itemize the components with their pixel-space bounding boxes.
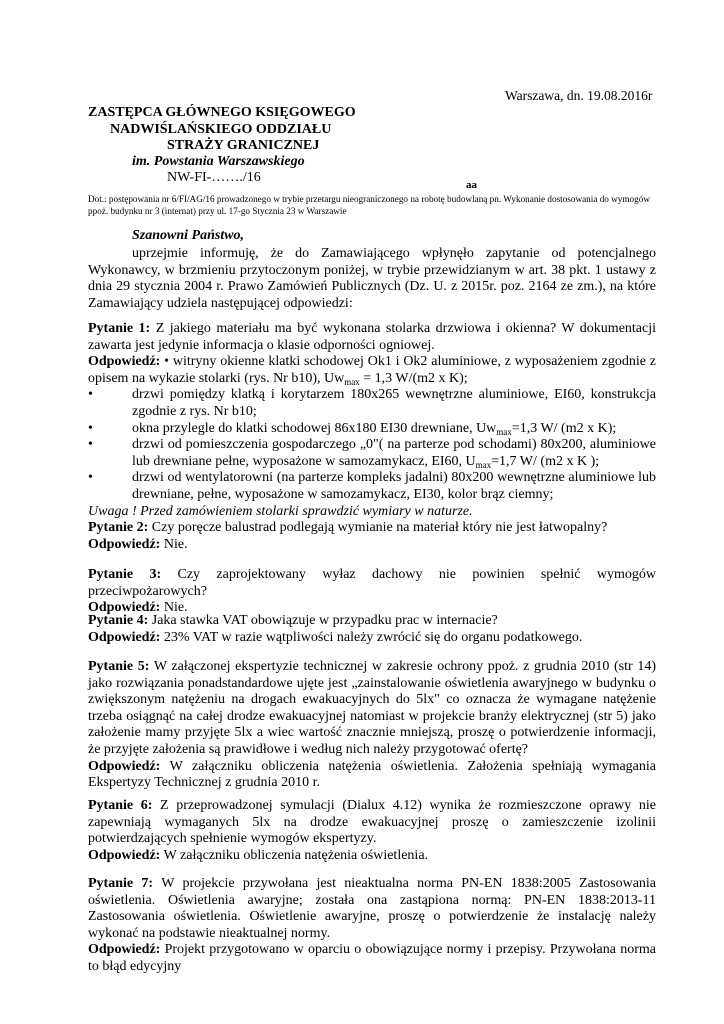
answer-label: Odpowiedź:	[88, 847, 161, 863]
answer-label: Odpowiedź:	[88, 600, 161, 616]
answer-label: Odpowiedź:	[88, 536, 161, 552]
answer-6	[88, 848, 656, 865]
answer-4	[88, 630, 656, 647]
question-label: Pytanie 2:	[88, 520, 149, 535]
subscript: max	[344, 376, 360, 387]
answer-2	[88, 537, 656, 554]
header-line-1: ZASTĘPCA GŁÓWNEGO KSIĘGOWEGO	[88, 105, 356, 120]
answer-5	[88, 759, 656, 792]
question-text: Czy poręcze balustrad podlegają wymianie na materiał który nie jest łatwopalny?	[148, 520, 608, 535]
bullet-text-part: drzwi od pomieszczenia gospodarczego „0"( na parterze pod schodami) 80x200, aluminiowe lub drewniane pełne, wyposażone w samozamykacz, EI60, U	[132, 437, 656, 469]
intro-paragraph	[88, 246, 656, 312]
answer-text: Nie.	[160, 600, 188, 616]
question-block-3	[88, 567, 656, 617]
header-line-3: STRAŻY GRANICZNEJ	[167, 138, 320, 153]
answer-1-note: Uwaga ! Przed zamówieniem stolarki sprawdzić wymiary w naturze.	[88, 503, 473, 519]
question-label: Pytanie 6:	[88, 798, 153, 813]
question-label: Pytanie 3:	[88, 567, 162, 582]
answer-1-bullet-3	[88, 437, 656, 470]
question-block-2	[88, 520, 656, 553]
question-text: Jaka stawka VAT obowiązuje w przypadku prac w internacie?	[148, 613, 498, 628]
question-6	[88, 798, 656, 848]
subject-line: Dot.: postępowania nr 6/FI/AG/16 prowadzonego w trybie przetargu nieograniczonego na robotę budowlaną pn. Wykonanie dostosowania do wymogów ppoż. budynku nr 3 (internat) przy ul. 17-go Stycznia 23 w Warszawie	[88, 194, 650, 216]
greeting: Szanowni Państwo,	[132, 228, 245, 243]
bullet-marker: •	[88, 420, 93, 436]
question-block-7	[88, 876, 656, 976]
question-text: Z jakiego materiału ma być wykonana stolarka drzwiowa i okienna? W dokumentacji zawarta jest jedynie informacja o klasie odporności ogniowej.	[88, 321, 657, 353]
answer-label: Odpowiedź:	[88, 354, 161, 370]
question-text: Z przeprowadzonej symulacji (Dialux 4.12) wynika że rozmieszczone oprawy nie zapewniają wymaganych 5lx na drodze ewakuacyjnej proszę o zamieszczenie izolinii potwierdzających spełnienie wymogów ekspertyzy.	[88, 798, 656, 847]
question-label: Pytanie 1:	[88, 321, 151, 336]
bullet-text-part: =1,3 W/ (m2 x K);	[511, 420, 617, 436]
header-line-4: im. Powstania Warszawskiego	[132, 154, 305, 169]
question-label: Pytanie 7:	[88, 876, 154, 891]
answer-label: Odpowiedź:	[88, 629, 161, 645]
bullet-text: drzwi od wentylatorowni (na parterze kompleks jadalni) 80x200 wewnętrzne aluminiowe lub drewniane, pełne, wyposażone w samozamykacz, EI30, kolor brąz ciemny;	[132, 470, 656, 502]
bullet-text-part: =1,7 W/ (m2 x K );	[491, 453, 600, 469]
question-block-5	[88, 659, 656, 792]
question-label: Pytanie 5:	[88, 659, 150, 674]
answer-1-bullet-4	[88, 470, 656, 503]
subscript: max	[496, 426, 512, 437]
subscript: max	[475, 459, 492, 470]
answer-1-bullet-2	[88, 421, 656, 438]
date-line: Warszawa, dn. 19.08.2016r	[505, 88, 653, 103]
question-1	[88, 321, 656, 354]
aa-mark: aa	[466, 179, 477, 191]
bullet-text-part: okna przylegle do klatki schodowej 86x180 EI30 drewniane, Uw	[132, 420, 497, 436]
bullet-marker: •	[88, 437, 93, 453]
answer-text: W załączniku obliczenia natężenia oświetlenia.	[160, 847, 429, 863]
question-text: Czy zaprojektowany wyłaz dachowy nie powinien spełnić wymogów przeciwpożarowych?	[88, 567, 656, 599]
answer-text: • witryny okienne klatki schodowej Ok1 i Ok2 aluminiowe, z wyposażeniem zgodnie z opisem na wykazie stolarki (rys. Nr b10), Uw	[88, 354, 656, 386]
bullet-marker: •	[88, 387, 93, 403]
question-7	[88, 876, 656, 942]
bullet-text: drzwi pomiędzy klatką i korytarzem 180x265 wewnętrzne aluminiowe, EI60, konstrukcja zgodnie z rys. Nr b10;	[132, 387, 656, 419]
answer-1-intro	[88, 354, 656, 387]
answer-text: 23% VAT w razie wątpliwości należy zwrócić się do organu podatkowego.	[160, 629, 583, 645]
answer-7	[88, 942, 656, 975]
question-text: W załączonej ekspertyzie technicznej w zakresie ochrony ppoż. z grudnia 2010 (str 14) jako rozwiązania ponadstandardowe ujęte jest „zainstalowanie oświetlenia awaryjnego w budynku o zwiększonym natężeniu na drogach ewakuacyjnych do 5lx" co oznacza że wymagane natężenie trzeba osiągnąć na całej drodze ewakuacyjnej natomiast w projekcie branży elektrycznej (str 5) jako założenie mamy przyjęte 5lx a wiec wartość znacznie mniejszą, proszę o potwierdzenie informacji, że przyjęte założenia są prawidłowe i według nich należy przygotować ofertę?	[88, 659, 656, 757]
answer-label: Odpowiedź:	[88, 758, 161, 774]
question-text: W projekcie przywołana jest nieaktualna norma PN-EN 1838:2005 Zastosowania oświetlenia. Oświetlenia awaryjne; została ona zastąpiona normą: PN-EN 1838:2013-11 Zastosowania oświetlenia. Oświetlenie awaryjne, proszę o potwierdzenie że instalację należy wykonać na podstawie nieaktualnej normy.	[88, 876, 657, 941]
question-5	[88, 659, 656, 759]
question-3	[88, 567, 656, 600]
question-block-6	[88, 798, 656, 864]
header-line-2: NADWIŚLAŃSKIEGO ODDZIAŁU	[110, 122, 332, 137]
question-2	[88, 520, 656, 537]
answer-label: Odpowiedź:	[88, 942, 161, 958]
answer-text: Nie.	[160, 536, 188, 552]
bullet-text	[132, 437, 656, 470]
answer-text: Projekt przygotowano w oparciu o obowiązujące normy i przepisy. Przywołana norma to błąd edycyjny	[88, 942, 656, 974]
intro-text: uprzejmie informuję, że do Zamawiającego wpłynęło zapytanie od potencjalnego Wykonawcy, w brzmieniu przytoczonym poniżej, w trybie przewidzianym w art. 38 pkt. 1 ustawy z dnia 29 stycznia 2004 r. Prawo Zamówień Publicznych (Dz. U. z 2015r. poz. 2164 ze zm.), na które Zamawiający udziela następującej odpowiedzi:	[88, 246, 656, 311]
reference-number: NW-FI-……./16	[167, 170, 261, 185]
answer-1-bullet-1	[88, 387, 656, 420]
bullet-marker: •	[88, 470, 93, 486]
question-block-4	[88, 613, 656, 646]
answer-text: W załączniku obliczenia natężenia oświetlenia. Założenia spełniają wymagania Ekspertyzy Technicznej z grudnia 2010 r.	[88, 758, 656, 791]
bullet-text	[132, 421, 656, 438]
question-block-1	[88, 321, 656, 520]
question-label: Pytanie 4:	[88, 613, 149, 628]
answer-text: = 1,3 W/(m2 x K);	[359, 370, 468, 386]
question-4	[88, 613, 656, 630]
